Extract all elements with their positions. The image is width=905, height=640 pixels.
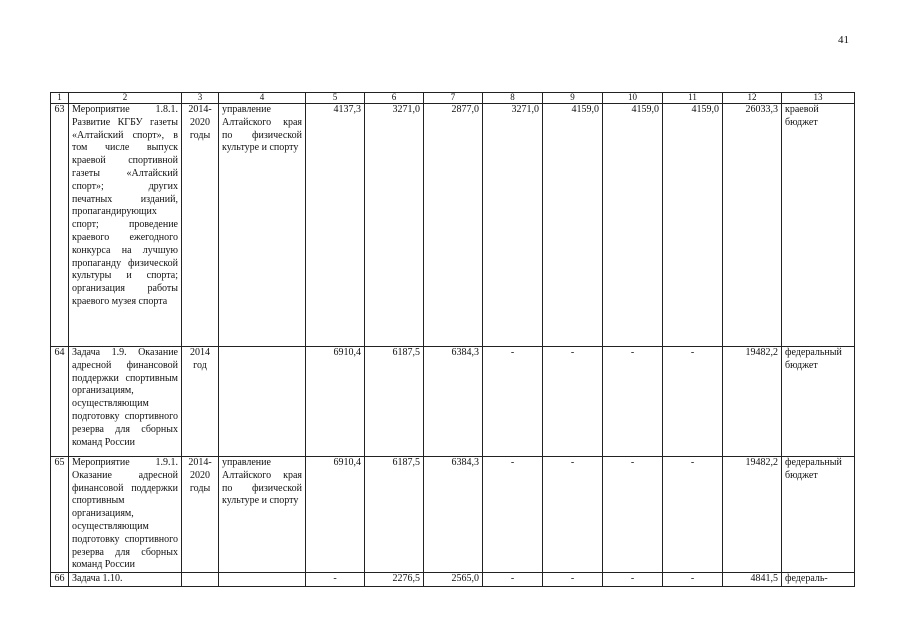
- column-number: 2: [69, 93, 182, 104]
- amount-2015: 2276,5: [365, 573, 424, 587]
- amount-2020: -: [663, 457, 723, 573]
- amount-2018: 4159,0: [543, 104, 603, 347]
- column-number: 10: [603, 93, 663, 104]
- amount-2015: 6187,5: [365, 347, 424, 457]
- amount-2018: -: [543, 457, 603, 573]
- amount-2019: -: [603, 457, 663, 573]
- column-number: 7: [424, 93, 483, 104]
- executor: управление Алтайского края по физической культуре и спорту: [219, 457, 306, 573]
- column-number-row: [51, 93, 855, 104]
- row-number: 66: [51, 573, 69, 587]
- period: 2014-2020 годы: [182, 457, 219, 573]
- period: 2014-2020 годы: [182, 104, 219, 347]
- column-number: 3: [182, 93, 219, 104]
- budget-table: [50, 92, 855, 587]
- amount-2015: 6187,5: [365, 457, 424, 573]
- amount-total: 26033,3: [723, 104, 782, 347]
- amount-2017: -: [483, 573, 543, 587]
- amount-2018: -: [543, 573, 603, 587]
- executor: [219, 573, 306, 587]
- amount-2014: 6910,4: [306, 457, 365, 573]
- amount-2017: -: [483, 347, 543, 457]
- column-number: 4: [219, 93, 306, 104]
- column-number: 6: [365, 93, 424, 104]
- amount-2014: 6910,4: [306, 347, 365, 457]
- funding-source: федеральный бюджет: [782, 347, 855, 457]
- row-number: 64: [51, 347, 69, 457]
- amount-2020: -: [663, 573, 723, 587]
- amount-2016: 2877,0: [424, 104, 483, 347]
- amount-total: 19482,2: [723, 457, 782, 573]
- amount-total: 19482,2: [723, 347, 782, 457]
- amount-2017: 3271,0: [483, 104, 543, 347]
- period: 2014 год: [182, 347, 219, 457]
- measure-name: Мероприятие 1.9.1. Оказание адресной финансовой поддержки спортивным организациям, осуществляющим подготовку спортивного резерва для сборных команд России: [69, 457, 182, 573]
- row-number: 63: [51, 104, 69, 347]
- column-number: 12: [723, 93, 782, 104]
- funding-source: федераль-: [782, 573, 855, 587]
- amount-2020: -: [663, 347, 723, 457]
- amount-2019: -: [603, 347, 663, 457]
- amount-2014: 4137,3: [306, 104, 365, 347]
- amount-2018: -: [543, 347, 603, 457]
- amount-2019: -: [603, 573, 663, 587]
- amount-2017: -: [483, 457, 543, 573]
- column-number: 13: [782, 93, 855, 104]
- column-number: 9: [543, 93, 603, 104]
- column-number: 5: [306, 93, 365, 104]
- executor: управление Алтайского края по физической культуре и спорту: [219, 104, 306, 347]
- table-row: [51, 347, 855, 457]
- executor: [219, 347, 306, 457]
- column-number: 8: [483, 93, 543, 104]
- column-number: 1: [51, 93, 69, 104]
- measure-name: Задача 1.10.: [69, 573, 182, 587]
- table-row: [51, 457, 855, 573]
- measure-name: Задача 1.9. Оказание адресной финансовой поддержки спортивным организациям, осуществляющим подготовку спортивного резерва для сборных команд России: [69, 347, 182, 457]
- amount-2015: 3271,0: [365, 104, 424, 347]
- column-number: 11: [663, 93, 723, 104]
- amount-2014: -: [306, 573, 365, 587]
- amount-2016: 6384,3: [424, 457, 483, 573]
- row-number: 65: [51, 457, 69, 573]
- amount-2020: 4159,0: [663, 104, 723, 347]
- amount-2016: 2565,0: [424, 573, 483, 587]
- amount-total: 4841,5: [723, 573, 782, 587]
- measure-name: Мероприятие 1.8.1. Развитие КГБУ газеты «Алтайский спорт», в том числе выпуск краевой спортивной газеты «Алтайский спорт»; других печатных изданий, пропагандирующих спорт; проведение краевого ежегодного конкурса на лучшую пропаганду физической культуры и спорта; организация работы краевого музея спорта: [69, 104, 182, 347]
- period: [182, 573, 219, 587]
- table-row: [51, 573, 855, 587]
- table-row: [51, 104, 855, 347]
- funding-source: краевой бюджет: [782, 104, 855, 347]
- amount-2016: 6384,3: [424, 347, 483, 457]
- amount-2019: 4159,0: [603, 104, 663, 347]
- page-number: 41: [838, 34, 849, 46]
- funding-source: федеральный бюджет: [782, 457, 855, 573]
